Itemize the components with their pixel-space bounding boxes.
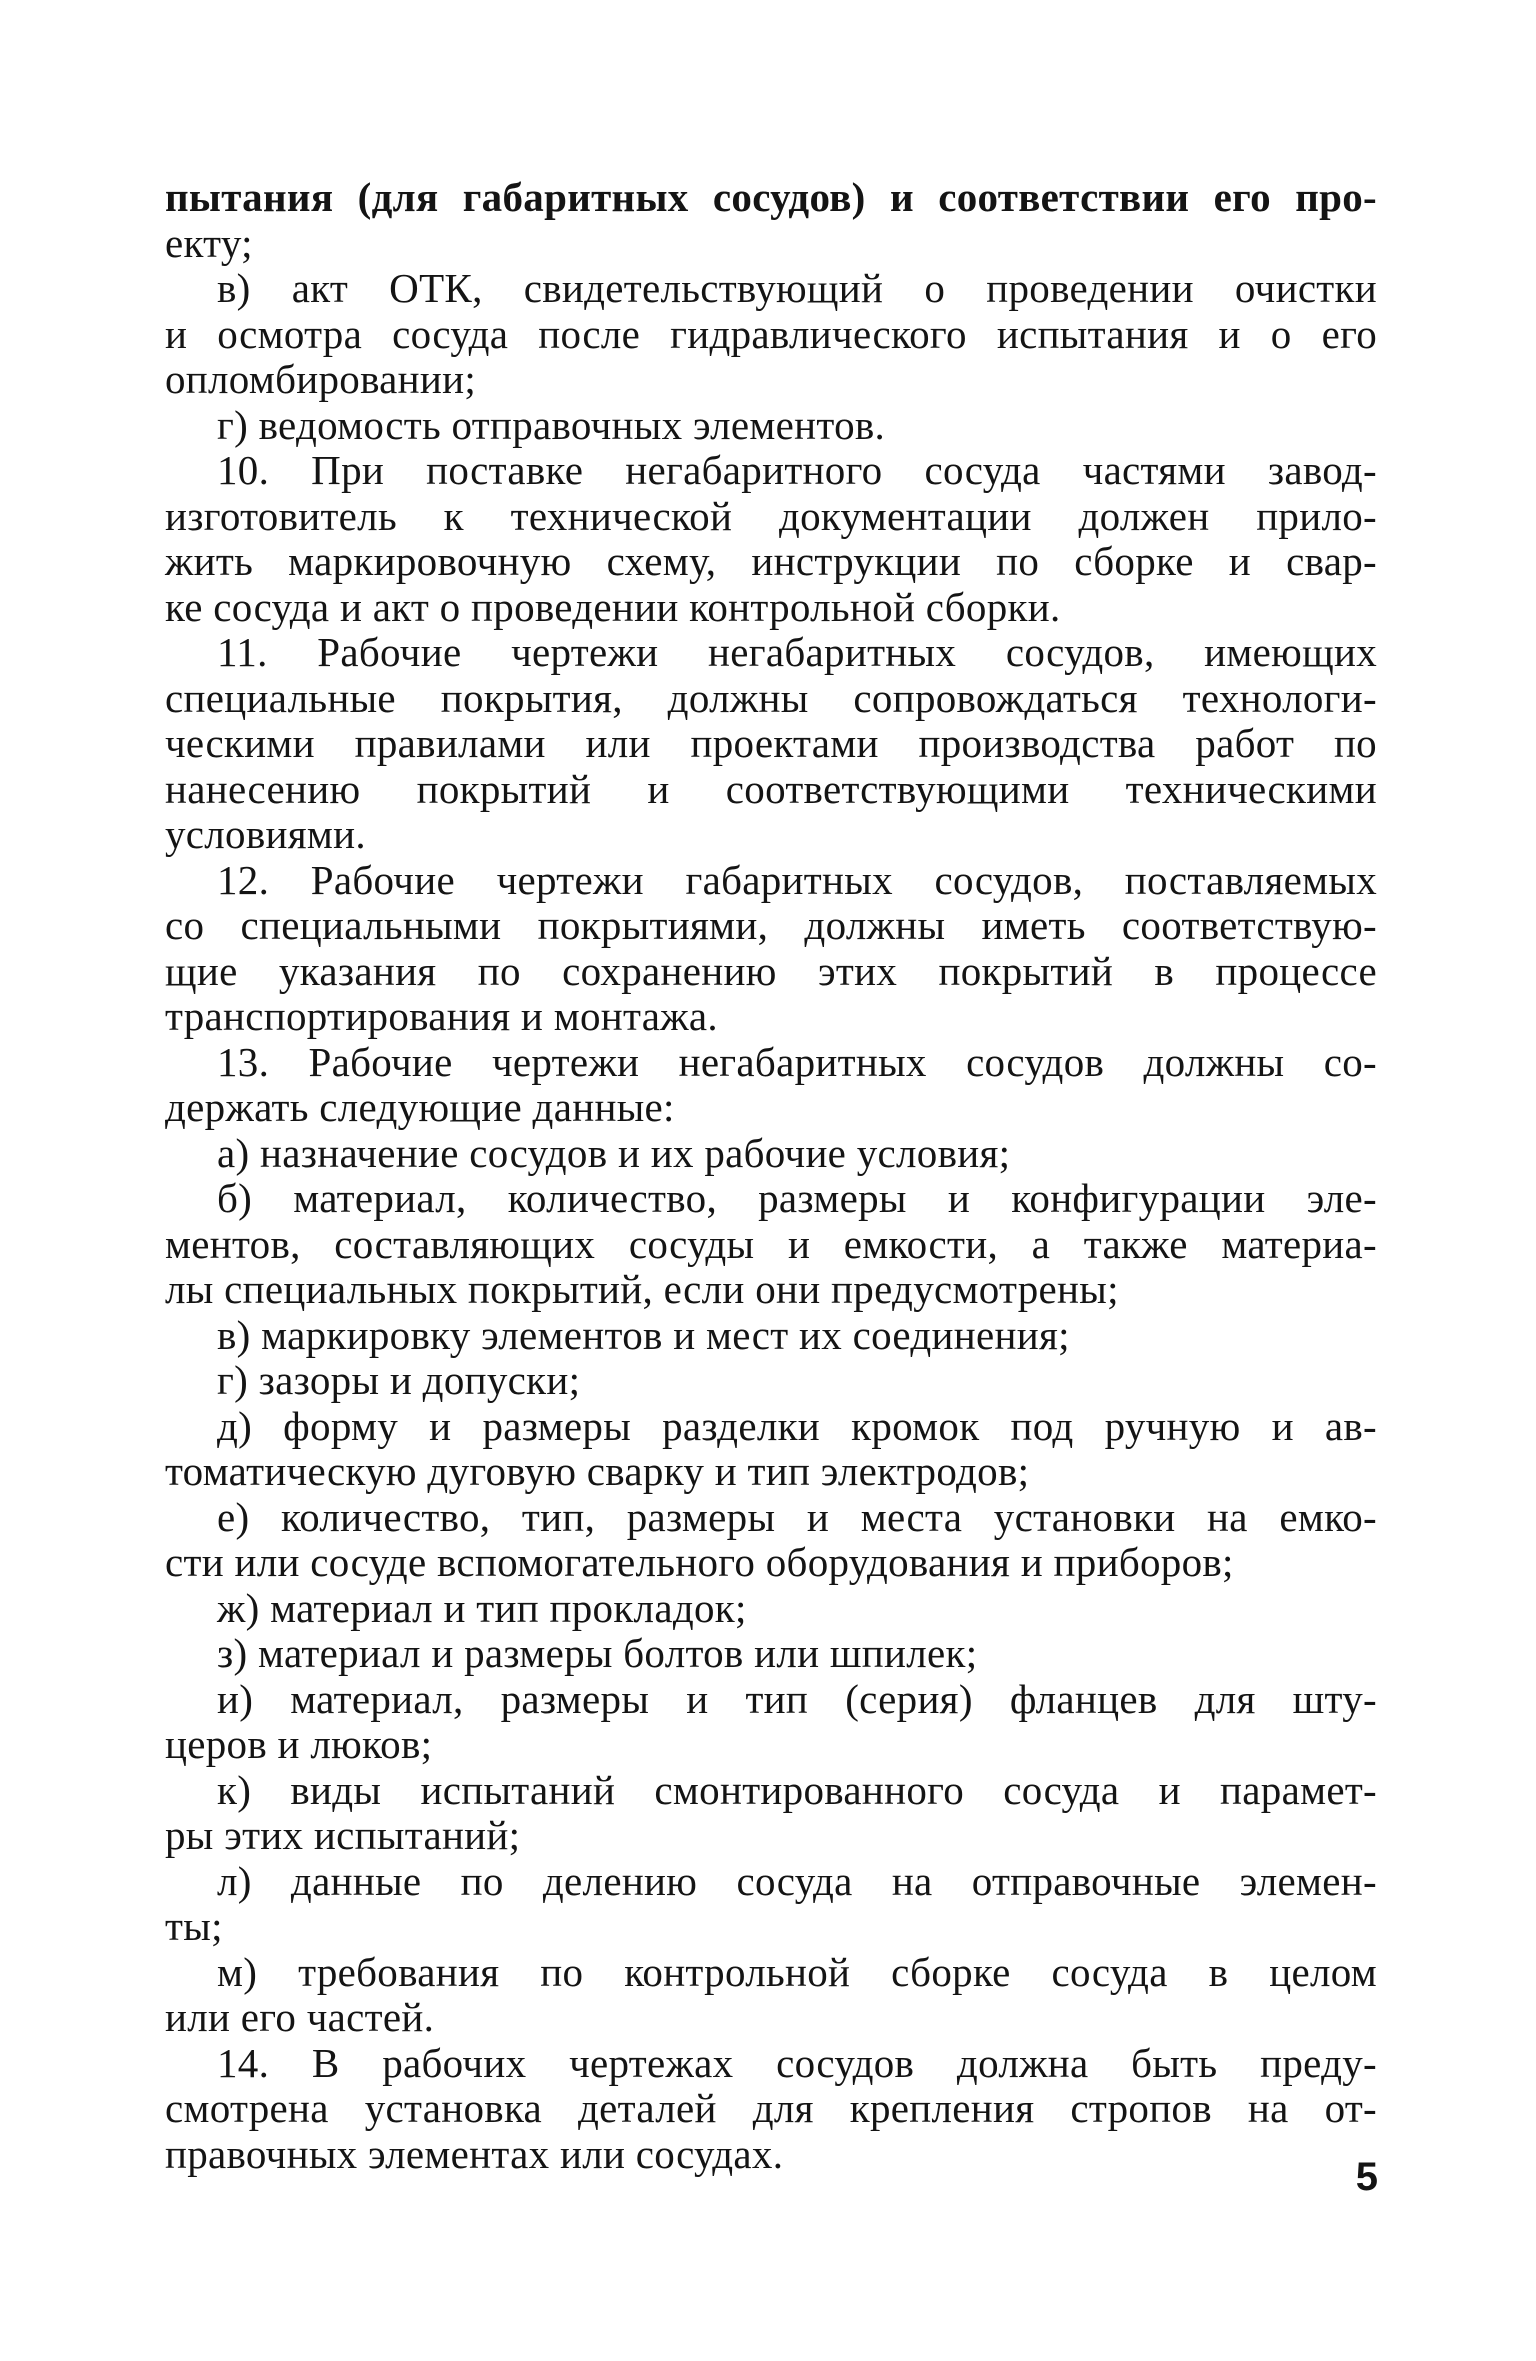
text-line: д) форму и размеры разделки кромок под ручную и ав-	[217, 1402, 1377, 1449]
text-line: жить маркировочную схему, инструкции по сборке и свар-	[165, 538, 1377, 584]
text-line: ты;	[165, 1903, 223, 1949]
text-line: г) зазоры и допуски;	[217, 1357, 581, 1403]
text-line: или его частей.	[165, 1994, 435, 2040]
text-line: щие указания по сохранению этих покрытий в процессе	[165, 947, 1377, 994]
text-line: пытания (для габаритных сосудов) и соответствии его про-	[165, 174, 1377, 220]
text-line: з) материал и размеры болтов или шпилек;	[217, 1630, 978, 1676]
text-line: 11. Рабочие чертежи негабаритных сосудов, имеющих	[217, 629, 1377, 675]
text-line: лы специальных покрытий, если они предусмотрены;	[165, 1266, 1119, 1312]
text-line: к) виды испытаний смонтированного сосуда и парамет-	[217, 1766, 1377, 1813]
text-line: изготовитель к технической документации должен прило-	[165, 492, 1377, 539]
text-line: церов и люков;	[165, 1721, 433, 1767]
text-line: смотрена установка деталей для крепления стропов на от-	[165, 2085, 1377, 2131]
text-line: правочных элементах или сосудах.	[165, 2130, 784, 2177]
text-line: ческими правилами или проектами производства работ по	[165, 720, 1377, 766]
text-line: опломбировании;	[165, 356, 477, 402]
text-line: и) материал, размеры и тип (серия) фланцев для шту-	[217, 1675, 1377, 1722]
text-line: специальные покрытия, должны сопровождаться технологи-	[165, 674, 1377, 721]
page-number: 5	[1355, 2155, 1378, 2199]
text-line: е) количество, тип, размеры и места установки на емко-	[217, 1493, 1377, 1540]
text-line: 10. При поставке негабаритного сосуда частями завод-	[217, 447, 1377, 493]
text-line: ке сосуда и акт о проведении контрольной сборки.	[165, 583, 1061, 630]
text-line: 13. Рабочие чертежи негабаритных сосудов должны со-	[217, 1038, 1377, 1085]
text-line: ры этих испытаний;	[165, 1812, 521, 1858]
text-line: л) данные по делению сосуда на отправочные элемен-	[217, 1857, 1377, 1904]
text-line: 14. В рабочих чертежах сосудов должна быть преду-	[217, 2039, 1377, 2086]
text-line: в) акт ОТК, свидетельствующий о проведении очистки	[217, 265, 1377, 311]
text-line: в) маркировку элементов и мест их соединения;	[217, 1311, 1070, 1358]
text-line: нанесению покрытий и соответствующими техническими	[165, 765, 1377, 812]
text-line: держать следующие данные:	[165, 1084, 675, 1130]
text-line: м) требования по контрольной сборке сосуда в целом	[217, 1948, 1377, 1995]
text-line: сти или сосуде вспомогательного оборудования и приборов;	[165, 1539, 1234, 1585]
text-line: г) ведомость отправочных элементов.	[217, 401, 886, 448]
text-line: 12. Рабочие чертежи габаритных сосудов, поставляемых	[217, 856, 1377, 903]
text-line: томатическую дуговую сварку и тип электродов;	[165, 1448, 1030, 1494]
text-line: и осмотра сосуда после гидравлического испытания и о его	[165, 310, 1377, 357]
text-line: б) материал, количество, размеры и конфигурации эле-	[217, 1175, 1377, 1221]
body-text	[165, 175, 1377, 2177]
text-line: а) назначение сосудов и их рабочие условия;	[217, 1129, 1011, 1176]
text-line: екту;	[165, 219, 253, 266]
text-line: ментов, составляющих сосуды и емкости, а также материа-	[165, 1220, 1377, 1267]
text-line: ж) материал и тип прокладок;	[217, 1584, 747, 1631]
text-line: со специальными покрытиями, должны иметь соответствую-	[165, 902, 1377, 948]
text-line: транспортирования и монтажа.	[165, 993, 718, 1039]
text-line: условиями.	[165, 811, 366, 857]
